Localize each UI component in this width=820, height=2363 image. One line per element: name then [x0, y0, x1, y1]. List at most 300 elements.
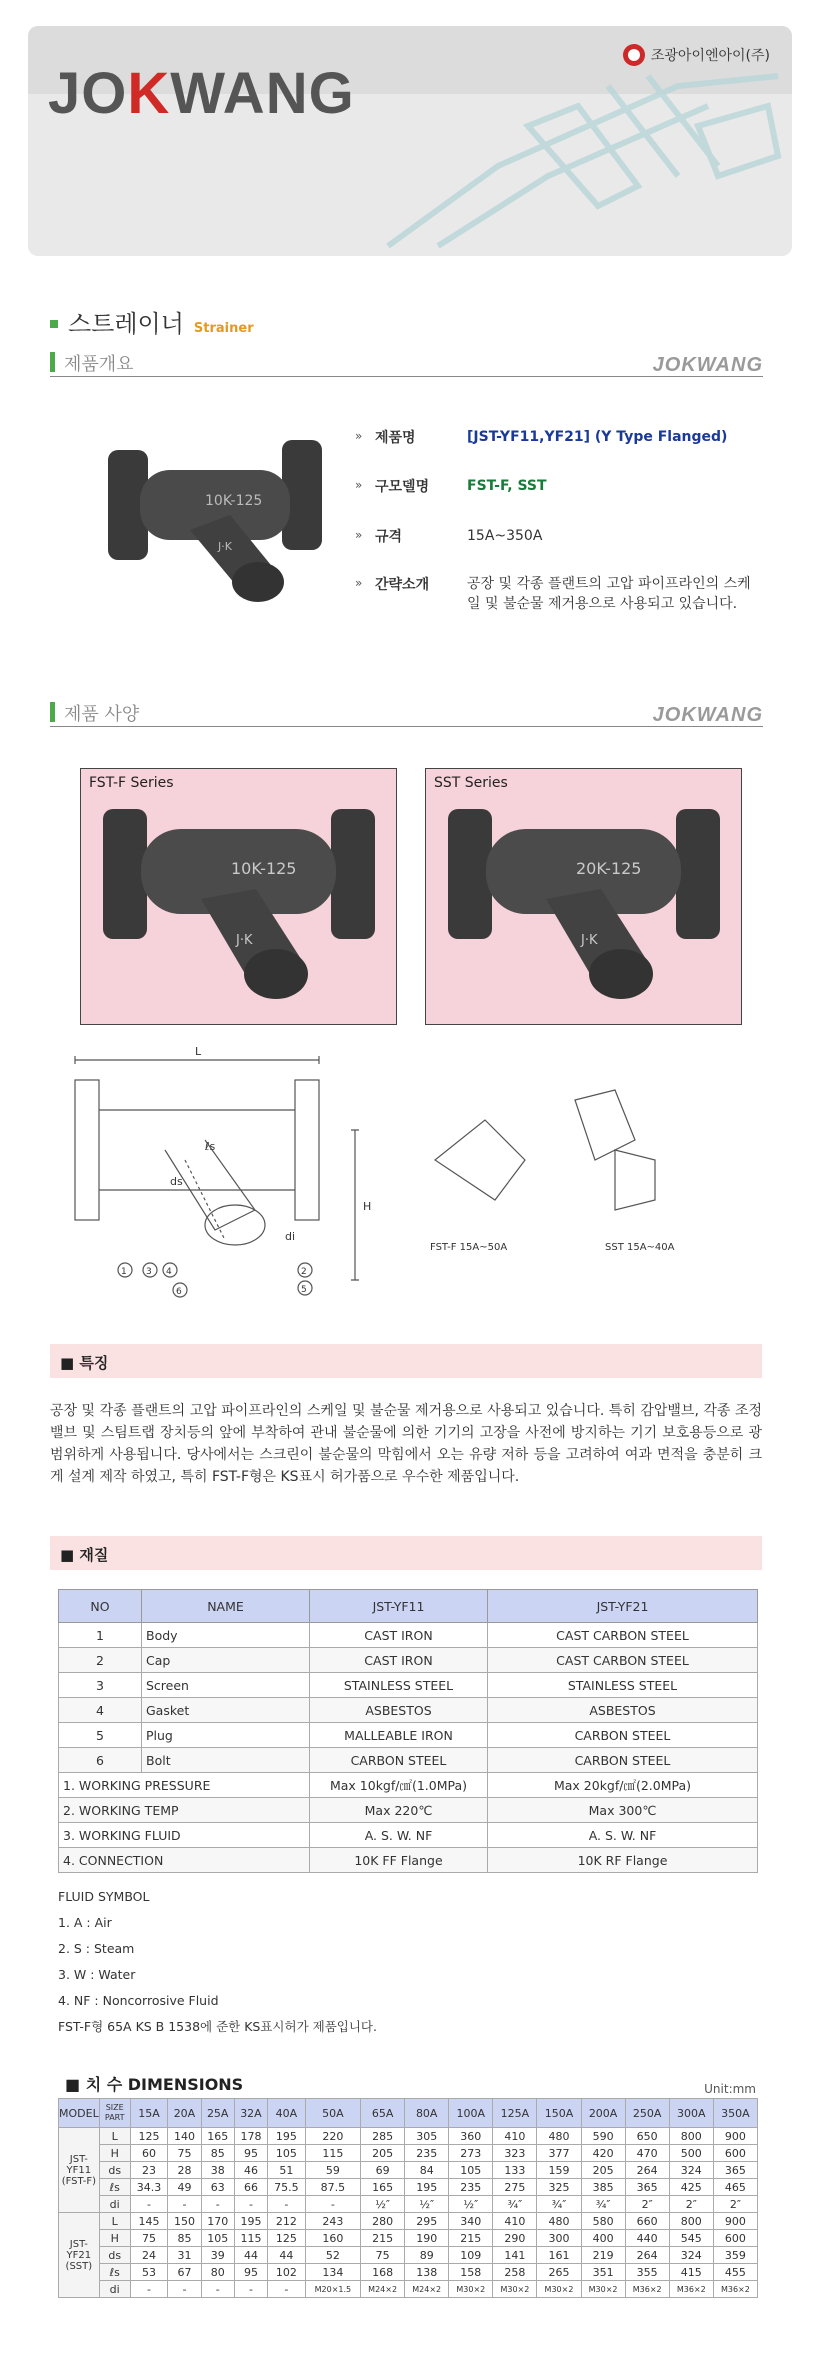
dim-value-cell: - — [268, 2196, 306, 2213]
table-row — [59, 2247, 758, 2264]
dim-value-cell: 243 — [305, 2213, 360, 2230]
dim-value-cell: 109 — [449, 2247, 493, 2264]
list-item: 2. S : Steam — [58, 1941, 135, 1956]
dim-part-cell: di — [99, 2196, 130, 2213]
dim-value-cell: M24×2 — [405, 2281, 449, 2298]
dim-value-cell: 75 — [361, 2247, 405, 2264]
ks-note: FST-F형 65A KS B 1538에 준한 KS표시허가 제품입니다. — [58, 2019, 377, 2034]
dim-value-cell: 105 — [268, 2145, 306, 2162]
dim-size-header: 250A — [625, 2099, 669, 2128]
dim-model-cell: JST-YF11 (FST-F) — [59, 2128, 100, 2213]
dim-value-cell: 2″ — [669, 2196, 713, 2213]
cell: Body — [142, 1623, 310, 1648]
arrow-icon: » — [355, 576, 363, 590]
dim-value-cell: 295 — [405, 2213, 449, 2230]
product-jk-mark: J·K — [218, 540, 232, 553]
dimensions-table — [58, 2098, 758, 2298]
cell: CAST CARBON STEEL — [488, 1623, 758, 1648]
dim-value-cell: 66 — [234, 2179, 267, 2196]
table-row — [59, 2162, 758, 2179]
dim-value-cell: 105 — [201, 2230, 234, 2247]
dim-value-cell: 600 — [713, 2230, 757, 2247]
part-num-3: 3 — [146, 1267, 152, 1277]
dim-value-cell: M36×2 — [625, 2281, 669, 2298]
dim-value-cell: 44 — [234, 2247, 267, 2264]
dim-value-cell: 580 — [581, 2213, 625, 2230]
spec-label: 제품명 — [375, 430, 416, 446]
company-name — [623, 44, 770, 66]
dim-value-cell: 264 — [625, 2162, 669, 2179]
dim-value-cell: 285 — [361, 2128, 405, 2145]
dim-value-cell: 264 — [625, 2247, 669, 2264]
dim-value-cell: - — [168, 2281, 201, 2298]
dim-value-cell: - — [130, 2281, 168, 2298]
dim-value-cell: 63 — [201, 2179, 234, 2196]
fstf-range-label: FST-F 15A~50A — [430, 1242, 508, 1253]
dim-value-cell: 480 — [537, 2213, 581, 2230]
dim-part-label: PART — [104, 2113, 125, 2122]
materials-table — [58, 1589, 758, 1873]
fstf-caption: FST-F Series — [89, 775, 174, 791]
cell: Cap — [142, 1648, 310, 1673]
condition-row — [59, 1823, 758, 1848]
dim-value-cell: 323 — [493, 2145, 537, 2162]
dim-value-cell: 102 — [268, 2264, 306, 2281]
dim-value-cell: - — [305, 2196, 360, 2213]
dim-value-cell: 195 — [234, 2213, 267, 2230]
cell: 10K FF Flange — [310, 1848, 488, 1873]
dim-value-cell: 500 — [669, 2145, 713, 2162]
cell: A. S. W. NF — [488, 1823, 758, 1848]
dim-value-cell: 49 — [168, 2179, 201, 2196]
cell: 4. CONNECTION — [59, 1848, 310, 1873]
dim-value-cell: 440 — [625, 2230, 669, 2247]
dim-value-cell: 44 — [268, 2247, 306, 2264]
company-mark-icon — [623, 44, 645, 66]
cell: STAINLESS STEEL — [310, 1673, 488, 1698]
table-row — [59, 2196, 758, 2213]
spec-value: 공장 및 각종 플랜트의 고압 파이프라인의 스케일 및 불순물 제거용으로 사용되고 있습니다. — [467, 576, 751, 612]
dim-value-cell: 425 — [669, 2179, 713, 2196]
cell: Screen — [142, 1673, 310, 1698]
dim-value-cell: 141 — [493, 2247, 537, 2264]
dim-value-cell: 53 — [130, 2264, 168, 2281]
cell: STAINLESS STEEL — [488, 1673, 758, 1698]
dim-value-cell: 205 — [581, 2162, 625, 2179]
features-header — [50, 1344, 762, 1378]
materials-header-row — [59, 1590, 758, 1623]
dim-value-cell: 325 — [537, 2179, 581, 2196]
dim-value-cell: ¾″ — [537, 2196, 581, 2213]
condition-row — [59, 1848, 758, 1873]
dim-value-cell: 89 — [405, 2247, 449, 2264]
dim-value-cell: 85 — [168, 2230, 201, 2247]
logo-text-k: K — [127, 61, 171, 126]
dim-value-cell: M30×2 — [449, 2281, 493, 2298]
part-num-4: 4 — [166, 1267, 172, 1277]
section-bar-icon — [50, 352, 55, 372]
dim-value-cell: 75 — [168, 2145, 201, 2162]
product-marking: 10K-125 — [205, 493, 263, 509]
dim-value-cell: M30×2 — [493, 2281, 537, 2298]
cell: Bolt — [142, 1748, 310, 1773]
dim-value-cell: 900 — [713, 2213, 757, 2230]
dim-label-l: L — [195, 1045, 202, 1058]
dim-part-cell: H — [99, 2230, 130, 2247]
dim-value-cell: 75 — [130, 2230, 168, 2247]
dim-value-cell: ½″ — [405, 2196, 449, 2213]
page-title — [50, 304, 254, 339]
part-num-2: 2 — [301, 1267, 307, 1277]
dim-value-cell: M24×2 — [361, 2281, 405, 2298]
dim-value-cell: ¾″ — [581, 2196, 625, 2213]
fstf-strainer-icon — [81, 769, 396, 1024]
dim-size-header: 65A — [361, 2099, 405, 2128]
dim-size-header: 20A — [168, 2099, 201, 2128]
dim-part-cell: L — [99, 2128, 130, 2145]
dim-value-cell: - — [130, 2196, 168, 2213]
table-row — [59, 2128, 758, 2145]
dim-value-cell: 205 — [361, 2145, 405, 2162]
dim-value-cell: 84 — [405, 2162, 449, 2179]
table-row — [59, 1698, 758, 1723]
dim-value-cell: 215 — [361, 2230, 405, 2247]
dim-value-cell: 105 — [449, 2162, 493, 2179]
fluid-symbol-list — [58, 1884, 377, 2040]
dim-value-cell: 600 — [713, 2145, 757, 2162]
sst-series-image — [425, 768, 742, 1025]
cell: 10K RF Flange — [488, 1848, 758, 1873]
cell: Max 20kgf/㎠(2.0MPa) — [488, 1773, 758, 1798]
section-bar-icon — [50, 702, 55, 722]
dim-value-cell: 2″ — [713, 2196, 757, 2213]
arrow-icon: » — [355, 528, 363, 542]
dim-value-cell: 125 — [268, 2230, 306, 2247]
dim-value-cell: 220 — [305, 2128, 360, 2145]
spec-row-summary — [355, 574, 757, 614]
dim-value-cell: 31 — [168, 2247, 201, 2264]
dim-value-cell: 365 — [625, 2179, 669, 2196]
dim-value-cell: 85 — [201, 2145, 234, 2162]
dim-value-cell: 28 — [168, 2162, 201, 2179]
table-row — [59, 1748, 758, 1773]
spec-label: 규격 — [375, 529, 403, 545]
dim-value-cell: 280 — [361, 2213, 405, 2230]
dim-label-di: di — [285, 1230, 296, 1243]
dim-value-cell: M30×2 — [537, 2281, 581, 2298]
dim-part-cell: ℓs — [99, 2264, 130, 2281]
overview-brand: JOKWANG — [652, 354, 763, 376]
dim-header-row — [59, 2099, 758, 2128]
dim-value-cell: 46 — [234, 2162, 267, 2179]
dim-value-cell: 305 — [405, 2128, 449, 2145]
dim-value-cell: 360 — [449, 2128, 493, 2145]
dim-value-cell: 258 — [493, 2264, 537, 2281]
dim-value-cell: 400 — [581, 2230, 625, 2247]
fstf-series-image — [80, 768, 397, 1025]
dim-value-cell: M30×2 — [581, 2281, 625, 2298]
condition-row — [59, 1773, 758, 1798]
dim-model-cell: JST-YF21 (SST) — [59, 2213, 100, 2298]
dim-value-cell: 115 — [234, 2230, 267, 2247]
dim-value-cell: 410 — [493, 2213, 537, 2230]
arrow-icon: » — [355, 429, 363, 443]
dim-col-size-part — [99, 2099, 130, 2128]
list-item: 1. A : Air — [58, 1915, 112, 1930]
dim-value-cell: 160 — [305, 2230, 360, 2247]
cell: Max 10kgf/㎠(1.0MPa) — [310, 1773, 488, 1798]
dim-value-cell: 800 — [669, 2128, 713, 2145]
strainer-product-image — [100, 420, 330, 620]
dim-value-cell: 24 — [130, 2247, 168, 2264]
dim-label-h: H — [363, 1200, 372, 1213]
part-num-5: 5 — [301, 1285, 307, 1295]
cell: CARBON STEEL — [310, 1748, 488, 1773]
dim-value-cell: 190 — [405, 2230, 449, 2247]
dim-size-header: 32A — [234, 2099, 267, 2128]
dim-value-cell: M36×2 — [669, 2281, 713, 2298]
sst-marking: 20K-125 — [576, 859, 642, 878]
fstf-jk-mark: J·K — [236, 933, 253, 948]
dim-value-cell: - — [234, 2196, 267, 2213]
dim-value-cell: 59 — [305, 2162, 360, 2179]
dim-value-cell: - — [234, 2281, 267, 2298]
dim-size-header: 25A — [201, 2099, 234, 2128]
dim-value-cell: 195 — [268, 2128, 306, 2145]
dim-value-cell: 300 — [537, 2230, 581, 2247]
part-num-1: 1 — [121, 1267, 127, 1277]
fluid-symbol-title: FLUID SYMBOL — [58, 1889, 150, 1904]
technical-drawing — [55, 1040, 765, 1305]
dim-label-ds: ds — [170, 1175, 183, 1188]
spec-row-old-model — [355, 476, 767, 496]
dimensions-title: ■ 치 수 DIMENSIONS — [65, 2075, 244, 2094]
dim-size-header: 100A — [449, 2099, 493, 2128]
cell: 4 — [59, 1698, 142, 1723]
header-banner — [28, 26, 792, 256]
dim-value-cell: 67 — [168, 2264, 201, 2281]
dim-value-cell: - — [201, 2281, 234, 2298]
dim-value-cell: 800 — [669, 2213, 713, 2230]
dim-value-cell: 480 — [537, 2128, 581, 2145]
dim-value-cell: 415 — [669, 2264, 713, 2281]
cell: Gasket — [142, 1698, 310, 1723]
dim-part-cell: H — [99, 2145, 130, 2162]
dim-value-cell: 235 — [405, 2145, 449, 2162]
table-row — [59, 2145, 758, 2162]
logo-text-jo: JO — [48, 61, 128, 126]
spec-heading: 제품 사양 — [64, 704, 140, 725]
table-row — [59, 1723, 758, 1748]
dim-value-cell: 80 — [201, 2264, 234, 2281]
cell: ASBESTOS — [488, 1698, 758, 1723]
dim-value-cell: 365 — [713, 2162, 757, 2179]
dim-value-cell: 51 — [268, 2162, 306, 2179]
dim-value-cell: 545 — [669, 2230, 713, 2247]
cell: 6 — [59, 1748, 142, 1773]
cell: Max 300℃ — [488, 1798, 758, 1823]
col-yf11: JST-YF11 — [310, 1590, 488, 1623]
arrow-icon: » — [355, 478, 363, 492]
cell: Max 220℃ — [310, 1798, 488, 1823]
dim-part-cell: ds — [99, 2247, 130, 2264]
dim-value-cell: ¾″ — [493, 2196, 537, 2213]
dim-size-header: 80A — [405, 2099, 449, 2128]
overview-section-header — [50, 348, 763, 377]
spec-label: 구모델명 — [375, 479, 430, 495]
dim-value-cell: 140 — [168, 2128, 201, 2145]
cell: 5 — [59, 1723, 142, 1748]
materials-heading: ■ 재질 — [60, 1546, 109, 1564]
features-heading: ■ 특징 — [60, 1354, 109, 1372]
dim-size-header: 40A — [268, 2099, 306, 2128]
dim-value-cell: 219 — [581, 2247, 625, 2264]
dim-value-cell: 87.5 — [305, 2179, 360, 2196]
col-yf21: JST-YF21 — [488, 1590, 758, 1623]
dim-value-cell: 212 — [268, 2213, 306, 2230]
dim-value-cell: 660 — [625, 2213, 669, 2230]
dim-value-cell: 125 — [130, 2128, 168, 2145]
cell: 2. WORKING TEMP — [59, 1798, 310, 1823]
table-row — [59, 2179, 758, 2196]
table-row — [59, 1673, 758, 1698]
title-bullet-icon — [50, 320, 58, 328]
dim-value-cell: 95 — [234, 2145, 267, 2162]
dim-value-cell: 215 — [449, 2230, 493, 2247]
dim-value-cell: 385 — [581, 2179, 625, 2196]
dim-value-cell: 340 — [449, 2213, 493, 2230]
cell: MALLEABLE IRON — [310, 1723, 488, 1748]
dim-value-cell: 420 — [581, 2145, 625, 2162]
dim-value-cell: 290 — [493, 2230, 537, 2247]
dim-value-cell: 2″ — [625, 2196, 669, 2213]
spec-value: 15A~350A — [467, 528, 543, 544]
dim-value-cell: 23 — [130, 2162, 168, 2179]
dim-value-cell: - — [201, 2196, 234, 2213]
dim-value-cell: 39 — [201, 2247, 234, 2264]
table-row — [59, 2281, 758, 2298]
dim-value-cell: 138 — [405, 2264, 449, 2281]
list-item: 4. NF : Noncorrosive Fluid — [58, 1993, 219, 2008]
logo-text-wang: WANG — [170, 61, 355, 126]
dim-value-cell: 34.3 — [130, 2179, 168, 2196]
dim-value-cell: 52 — [305, 2247, 360, 2264]
spec-value: FST-F, SST — [467, 478, 547, 494]
dim-value-cell: 69 — [361, 2162, 405, 2179]
dim-size-header: 200A — [581, 2099, 625, 2128]
col-no: NO — [59, 1590, 142, 1623]
dim-value-cell: 75.5 — [268, 2179, 306, 2196]
dim-value-cell: 178 — [234, 2128, 267, 2145]
dim-value-cell: 38 — [201, 2162, 234, 2179]
cell: CAST IRON — [310, 1648, 488, 1673]
dimensions-table-wrap — [58, 2098, 758, 2298]
dim-value-cell: 265 — [537, 2264, 581, 2281]
dim-value-cell: 145 — [130, 2213, 168, 2230]
features-text: 공장 및 각종 플랜트의 고압 파이프라인의 스케일 및 불순물 제거용으로 사용되고 있습니다. 특히 감압밸브, 각종 조정밸브 및 스팀트랩 장치등의 앞에 부착하여 관내 불순물에 의한 기기의 고장을 사전에 방지하는 기기 보호용등으로 광범위하게 사용됩니다. 당사에서는 스크린이 불순물의 막힘에서 오는 유량 저하 등을 고려하여 여과 면적을 충분히 크게 설계 제작 하였고, 특히 FST-F형은 KS표시 허가품으로 우수한 제품입니다. — [50, 1403, 762, 1485]
cell: CAST CARBON STEEL — [488, 1648, 758, 1673]
dim-value-cell: - — [268, 2281, 306, 2298]
dim-value-cell: 359 — [713, 2247, 757, 2264]
page-title-ko: 스트레이너 — [68, 310, 184, 338]
dim-value-cell: 158 — [449, 2264, 493, 2281]
dim-value-cell: - — [168, 2196, 201, 2213]
valve-sketch-icon — [378, 66, 792, 256]
dim-size-header: 300A — [669, 2099, 713, 2128]
cell: 1 — [59, 1623, 142, 1648]
dim-value-cell: 165 — [201, 2128, 234, 2145]
dim-value-cell: ½″ — [361, 2196, 405, 2213]
dim-value-cell: 161 — [537, 2247, 581, 2264]
dim-part-cell: ds — [99, 2162, 130, 2179]
cell: CARBON STEEL — [488, 1748, 758, 1773]
dim-value-cell: 455 — [713, 2264, 757, 2281]
dim-value-cell: 324 — [669, 2247, 713, 2264]
dim-value-cell: 168 — [361, 2264, 405, 2281]
dim-col-model: MODEL — [59, 2099, 100, 2128]
dim-value-cell: 159 — [537, 2162, 581, 2179]
spec-label: 간략소개 — [375, 577, 430, 593]
spec-brand: JOKWANG — [652, 704, 763, 726]
sst-strainer-icon — [426, 769, 741, 1024]
dim-value-cell: 410 — [493, 2128, 537, 2145]
materials-header — [50, 1536, 762, 1570]
dimensions-unit: Unit:mm — [704, 2082, 756, 2096]
spec-section-header — [50, 698, 763, 727]
dim-value-cell: 273 — [449, 2145, 493, 2162]
table-row — [59, 1648, 758, 1673]
spec-row-product-name — [355, 427, 767, 447]
cell: 3 — [59, 1673, 142, 1698]
cell: Plug — [142, 1723, 310, 1748]
cell: 2 — [59, 1648, 142, 1673]
part-num-6: 6 — [176, 1287, 182, 1297]
dim-value-cell: 351 — [581, 2264, 625, 2281]
dim-value-cell: M20×1.5 — [305, 2281, 360, 2298]
jokwang-logo[interactable] — [48, 60, 355, 127]
dim-value-cell: 195 — [405, 2179, 449, 2196]
cell: 1. WORKING PRESSURE — [59, 1773, 310, 1798]
fstf-marking: 10K-125 — [231, 859, 297, 878]
list-item: 3. W : Water — [58, 1967, 136, 1982]
col-name: NAME — [142, 1590, 310, 1623]
overview-heading: 제품개요 — [64, 354, 134, 375]
dim-value-cell: ½″ — [449, 2196, 493, 2213]
dim-value-cell: 355 — [625, 2264, 669, 2281]
table-row — [59, 2213, 758, 2230]
cell: 3. WORKING FLUID — [59, 1823, 310, 1848]
dim-value-cell: 133 — [493, 2162, 537, 2179]
dim-part-cell: ℓs — [99, 2179, 130, 2196]
table-row — [59, 2264, 758, 2281]
dim-size-header: 150A — [537, 2099, 581, 2128]
dim-value-cell: 465 — [713, 2179, 757, 2196]
dim-part-cell: L — [99, 2213, 130, 2230]
cell: CAST IRON — [310, 1623, 488, 1648]
dim-size-label: SIZE — [105, 2103, 124, 2112]
dim-size-header: 15A — [130, 2099, 168, 2128]
sst-jk-mark: J·K — [581, 933, 598, 948]
dim-label-ls: ℓs — [205, 1140, 216, 1153]
dim-value-cell: 115 — [305, 2145, 360, 2162]
dim-value-cell: 134 — [305, 2264, 360, 2281]
page-title-en: Strainer — [193, 321, 254, 336]
dim-size-header: 50A — [305, 2099, 360, 2128]
condition-row — [59, 1798, 758, 1823]
spec-row-size — [355, 526, 767, 546]
dim-value-cell: 275 — [493, 2179, 537, 2196]
dim-value-cell: 150 — [168, 2213, 201, 2230]
